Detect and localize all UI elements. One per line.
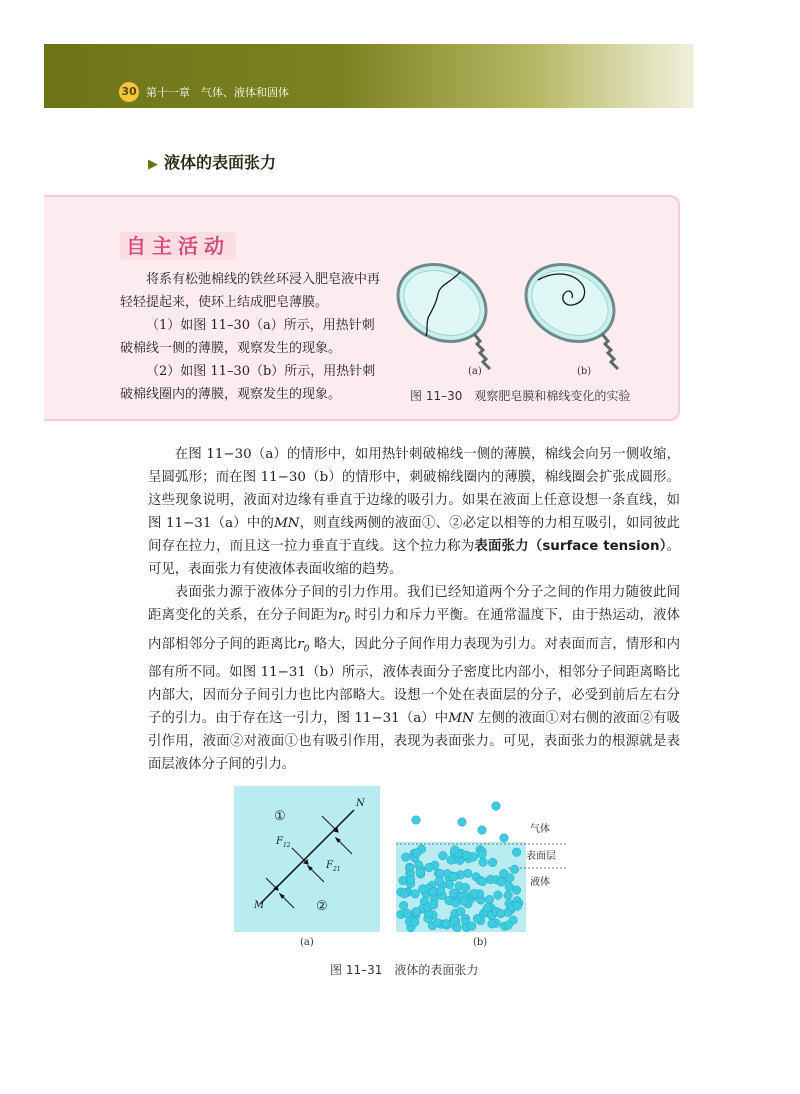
paragraph-1 <box>148 443 680 581</box>
molecule-dot <box>497 909 506 918</box>
molecule-dot <box>513 902 522 911</box>
figure-11-31-illustration <box>234 786 586 934</box>
molecule-dot <box>473 914 482 923</box>
page-number-badge: 30 <box>119 82 139 102</box>
gas-label: 气体 <box>530 824 550 835</box>
figure-11-30-caption: 图 11–30 观察肥皂膜和棉线变化的实验 <box>410 389 631 403</box>
molecule-dot <box>500 834 509 843</box>
chapter-title: 第十一章 气体、液体和固体 <box>146 86 289 99</box>
molecule-dot <box>463 869 472 878</box>
molecule-dot <box>439 851 448 860</box>
molecule-dot <box>478 826 487 835</box>
molecule-dot <box>435 877 444 886</box>
activity-step-2: （2）如图 11–30（b）所示，用热针刺破棉线圈内的薄膜，观察发生的现象。 <box>120 364 376 402</box>
paragraph-2 <box>148 581 680 776</box>
molecule-dot <box>436 887 445 896</box>
figure-11-31-caption: 图 11–31 液体的表面张力 <box>330 963 479 977</box>
molecule-dot <box>418 885 427 894</box>
figure-11-30-illustration <box>392 258 652 370</box>
molecule-dot <box>510 865 519 874</box>
surface-layer-label: 表面层 <box>526 851 556 862</box>
molecule-dot <box>410 918 419 927</box>
molecule-dot <box>461 883 470 892</box>
molecule-dot <box>470 889 479 898</box>
mn-line-label-2: MN <box>448 711 474 727</box>
molecule-dot <box>442 919 451 928</box>
paragraph-1-part-1: 在图 11−30（a）的情形中，如用热针刺破棉线一侧的薄膜，棉线会向另一侧收缩，呈圆弧形；而在图 11−30（b）的情形中，刺破棉线圈内的薄膜，棉线圈会扩张成圆形。这些现象说明，液面对边缘有垂直于边缘的吸引力。如果在液面上任意设想一条直线，如图 11−31（a）中的 <box>148 447 680 531</box>
molecule-dot <box>425 863 434 872</box>
molecule-dot <box>468 922 477 931</box>
point-n-label: N <box>356 798 365 809</box>
wire-ring-a <box>392 258 500 369</box>
paragraph-1-part-2: ，则直线两侧的液面①、②必定以相等的力相互吸引，如同彼此间存在拉力，而且这一拉力垂直于直线。这个拉力称为 <box>148 516 680 554</box>
figure-11-31-label-b: (b) <box>473 937 488 948</box>
triangle-marker-icon: ▶ <box>148 157 158 172</box>
mn-line-label: MN <box>274 516 300 531</box>
molecule-dot <box>479 858 488 867</box>
molecule-dot <box>406 876 415 885</box>
force-f21-label: $F_{21}$ <box>326 860 341 873</box>
region-2-label: ② <box>316 899 328 914</box>
molecule-dot <box>485 895 494 904</box>
molecule-dot <box>497 878 506 887</box>
surface-tension-term: 表面张力（surface tension） <box>474 539 667 554</box>
molecule-dot <box>504 891 513 900</box>
paragraph-2-part-1: 表面张力源于液体分子间的引力作用。我们已经知道两个分子之间的作用力随彼此间距离变化的关系，在分子间距为 <box>148 585 680 623</box>
molecule-dot <box>456 907 465 916</box>
molecule-dot <box>450 873 459 882</box>
section-title: 液体的表面张力 <box>164 153 277 172</box>
panel-b-molecules <box>396 802 566 932</box>
paragraph-1-part-3: 。可见，表面张力有使液体表面收缩的趋势。 <box>148 539 680 577</box>
molecule-dot <box>504 921 513 930</box>
activity-title: 自主活动 <box>120 232 236 260</box>
molecule-dot <box>400 890 409 899</box>
molecule-dot <box>483 904 492 913</box>
molecule-dot <box>411 890 420 899</box>
body-text <box>148 443 680 776</box>
r0-symbol: $r_0$ <box>337 608 351 626</box>
molecule-dot <box>492 802 501 811</box>
force-f12-label: $F_{12}$ <box>276 836 291 849</box>
molecule-dot <box>433 919 442 928</box>
molecule-dot <box>505 883 514 892</box>
r0-symbol-2: $r_0$ <box>297 636 310 655</box>
molecule-dot <box>478 877 487 886</box>
molecule-dot <box>412 849 421 858</box>
figure-11-30-label-a: (a) <box>468 366 482 377</box>
molecule-dot <box>412 907 421 916</box>
molecule-dot <box>494 891 503 900</box>
panel-a-surface-tension <box>234 786 380 932</box>
liquid-label: 液体 <box>530 877 550 888</box>
molecule-dot <box>402 853 411 862</box>
paragraph-2-part-2: 时引力和斥力平衡。在通常温度下，由于热运动，液体内部相邻分子间的距离比 <box>148 608 681 652</box>
molecule-dot <box>478 850 487 859</box>
paragraph-2-part-4: 左侧的液面①对右侧的液面②有吸引作用，液面②对液面①也有吸引作用，表现为表面张力。可见，表面张力的根源就是表面层液体分子间的引力。 <box>148 711 680 773</box>
molecule-dot <box>403 909 412 918</box>
molecule-dot <box>451 899 460 908</box>
activity-intro: 将系有松弛棉线的铁丝环浸入肥皂液中再轻轻提起来，使环上结成肥皂薄膜。 <box>120 272 381 310</box>
molecule-dot <box>458 818 467 827</box>
figure-11-31-label-a: (a) <box>300 937 314 948</box>
region-1-label: ① <box>274 809 286 824</box>
molecule-dot <box>488 858 497 867</box>
molecule-dot <box>399 901 408 910</box>
wire-ring-b <box>512 258 627 369</box>
molecule-dot <box>451 846 460 855</box>
molecule-dot <box>500 869 509 878</box>
figure-11-30-label-b: (b) <box>577 366 592 377</box>
molecule-dot <box>460 897 469 906</box>
molecule-dot <box>512 848 521 857</box>
molecule-dot <box>451 916 460 925</box>
paragraph-2-part-3: 略大，因此分子间作用力表现为引力。对表面而言，情形和内部有所不同。如图 11−31（b）所示，液体表面分子密度比内部小，相邻分子间距离略比内部大，因而分子间引力也比内部略大。设想一个处在表面层的分子，必受到前后左右分子的引力。由于存在这一引力，图 11−31（a）中 <box>148 636 680 727</box>
activity-text <box>120 268 382 406</box>
chapter-header-bar <box>44 44 694 108</box>
activity-step-1: （1）如图 11–30（a）所示，用热针刺破棉线一侧的薄膜，观察发生的现象。 <box>120 318 375 356</box>
section-heading <box>148 150 276 173</box>
molecule-dot <box>416 868 425 877</box>
molecule-dot <box>412 816 421 825</box>
molecule-dot <box>449 889 458 898</box>
molecule-dot <box>429 901 438 910</box>
molecule-dot <box>488 920 497 929</box>
molecule-dot <box>469 853 478 862</box>
point-m-label: M <box>254 900 265 911</box>
